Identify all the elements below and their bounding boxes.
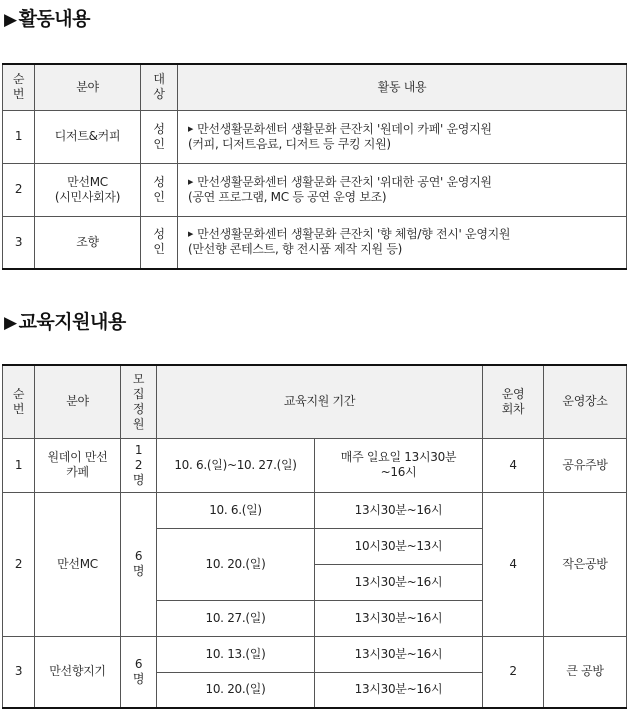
row-field: 만선향지기 xyxy=(35,636,121,708)
row-field-line1: 만선MC xyxy=(67,174,108,189)
header-no xyxy=(3,64,35,110)
section1-title: 활동내용 xyxy=(18,8,90,30)
table-row xyxy=(3,492,627,528)
row-content-line1 xyxy=(188,122,626,137)
section1-heading xyxy=(4,4,90,31)
activity-header-row xyxy=(3,64,627,110)
row-count: 2 xyxy=(483,636,544,708)
row-date: 10. 20.(일) xyxy=(157,672,315,708)
header-no xyxy=(3,365,35,438)
header-no-label: 순번 xyxy=(12,72,25,102)
header-field: 분야 xyxy=(35,64,141,110)
row-recruit-label: 6명 xyxy=(132,549,145,578)
row-date: 10. 6.(일)~10. 27.(일) xyxy=(157,438,315,492)
row-time: 13시30분~16시 xyxy=(315,600,483,636)
row-place: 큰 공방 xyxy=(544,636,627,708)
row-field xyxy=(35,163,141,216)
header-content: 활동 내용 xyxy=(178,64,627,110)
header-count xyxy=(483,365,544,438)
row-target xyxy=(141,110,178,163)
row-no: 3 xyxy=(3,636,35,708)
row-count: 4 xyxy=(483,492,544,636)
header-period: 교육지원 기간 xyxy=(157,365,483,438)
section2-heading xyxy=(4,307,126,334)
row-recruit xyxy=(121,438,157,492)
row-no: 1 xyxy=(3,438,35,492)
row-no: 3 xyxy=(3,216,35,269)
row-time xyxy=(315,438,483,492)
row-no: 2 xyxy=(3,492,35,636)
row-count: 4 xyxy=(483,438,544,492)
header-recruit xyxy=(121,365,157,438)
row-field-line2: 카페 xyxy=(66,465,89,479)
row-field: 디저트&커피 xyxy=(35,110,141,163)
row-date: 10. 6.(일) xyxy=(157,492,315,528)
row-no: 2 xyxy=(3,163,35,216)
row-no: 1 xyxy=(3,110,35,163)
row-date: 10. 27.(일) xyxy=(157,600,315,636)
small-triangle-bullet-icon: ▶ xyxy=(188,230,194,239)
row-target-label: 성인 xyxy=(153,121,165,151)
small-triangle-bullet-icon: ▶ xyxy=(188,177,194,186)
row-time: 13시30분~16시 xyxy=(315,672,483,708)
row-recruit-label: 6명 xyxy=(132,656,145,686)
row-recruit-label: 12명 xyxy=(132,442,145,487)
header-place: 운영장소 xyxy=(544,365,627,438)
right-triangle-icon: ▶ xyxy=(4,313,17,333)
row-time-line2: ~16시 xyxy=(380,465,417,479)
row-date: 10. 13.(일) xyxy=(157,636,315,672)
row-content xyxy=(178,110,627,163)
row-time: 10시30분~13시 xyxy=(315,528,483,564)
row-field-line2: (시민사회자) xyxy=(54,189,121,204)
education-header-row xyxy=(3,365,627,438)
table-row xyxy=(3,216,627,269)
row-content-line2: (공연 프로그램, MC 등 공연 운영 보조) xyxy=(188,189,387,204)
row-target xyxy=(141,163,178,216)
row-content xyxy=(178,163,627,216)
row-recruit xyxy=(121,636,157,708)
row-content-line2: (만선향 콘테스트, 향 전시품 제작 지원 등) xyxy=(188,242,403,257)
row-line1-text: 만선생활문화센터 생활문화 큰잔치 '향 체험/향 전시' 운영지원 xyxy=(197,227,511,242)
row-time: 13시30분~16시 xyxy=(315,564,483,600)
table-row xyxy=(3,438,627,492)
row-content-line2: (커피, 디저트음료, 디저트 등 쿠킹 지원) xyxy=(188,136,391,151)
row-place: 공유주방 xyxy=(544,438,627,492)
small-triangle-bullet-icon: ▶ xyxy=(188,124,194,133)
row-content-line1 xyxy=(188,227,626,242)
row-time: 13시30분~16시 xyxy=(315,492,483,528)
row-content-line1 xyxy=(188,175,626,190)
row-field: 조향 xyxy=(35,216,141,269)
row-line1-text: 만선생활문화센터 생활문화 큰잔치 '위대한 공연' 운영지원 xyxy=(197,174,492,189)
row-time: 13시30분~16시 xyxy=(315,636,483,672)
row-target-label: 성인 xyxy=(153,174,165,204)
row-target-label: 성인 xyxy=(153,227,165,257)
activity-table xyxy=(2,63,627,270)
section2-title: 교육지원내용 xyxy=(18,311,126,333)
row-line1-text: 만선생활문화센터 생활문화 큰잔치 '원데이 카페' 운영지원 xyxy=(197,121,492,136)
right-triangle-icon: ▶ xyxy=(4,10,17,30)
header-count-label: 운영회차 xyxy=(501,386,525,416)
header-recruit-label: 모집정원 xyxy=(132,371,145,431)
row-place: 작은공방 xyxy=(544,492,627,636)
row-field xyxy=(35,438,121,492)
header-target-label: 대상 xyxy=(153,72,165,102)
education-table xyxy=(2,364,627,709)
table-row xyxy=(3,110,627,163)
row-date: 10. 20.(일) xyxy=(157,528,315,600)
row-target xyxy=(141,216,178,269)
table-row xyxy=(3,636,627,672)
row-content xyxy=(178,216,627,269)
row-field: 만선MC xyxy=(35,492,121,636)
row-field-line1: 원데이 만선 xyxy=(47,450,108,464)
table-row xyxy=(3,163,627,216)
header-target xyxy=(141,64,178,110)
header-no-label: 순번 xyxy=(12,386,25,416)
row-time-line1: 매주 일요일 13시30분 xyxy=(340,450,457,464)
row-recruit xyxy=(121,492,157,636)
header-field: 분야 xyxy=(35,365,121,438)
